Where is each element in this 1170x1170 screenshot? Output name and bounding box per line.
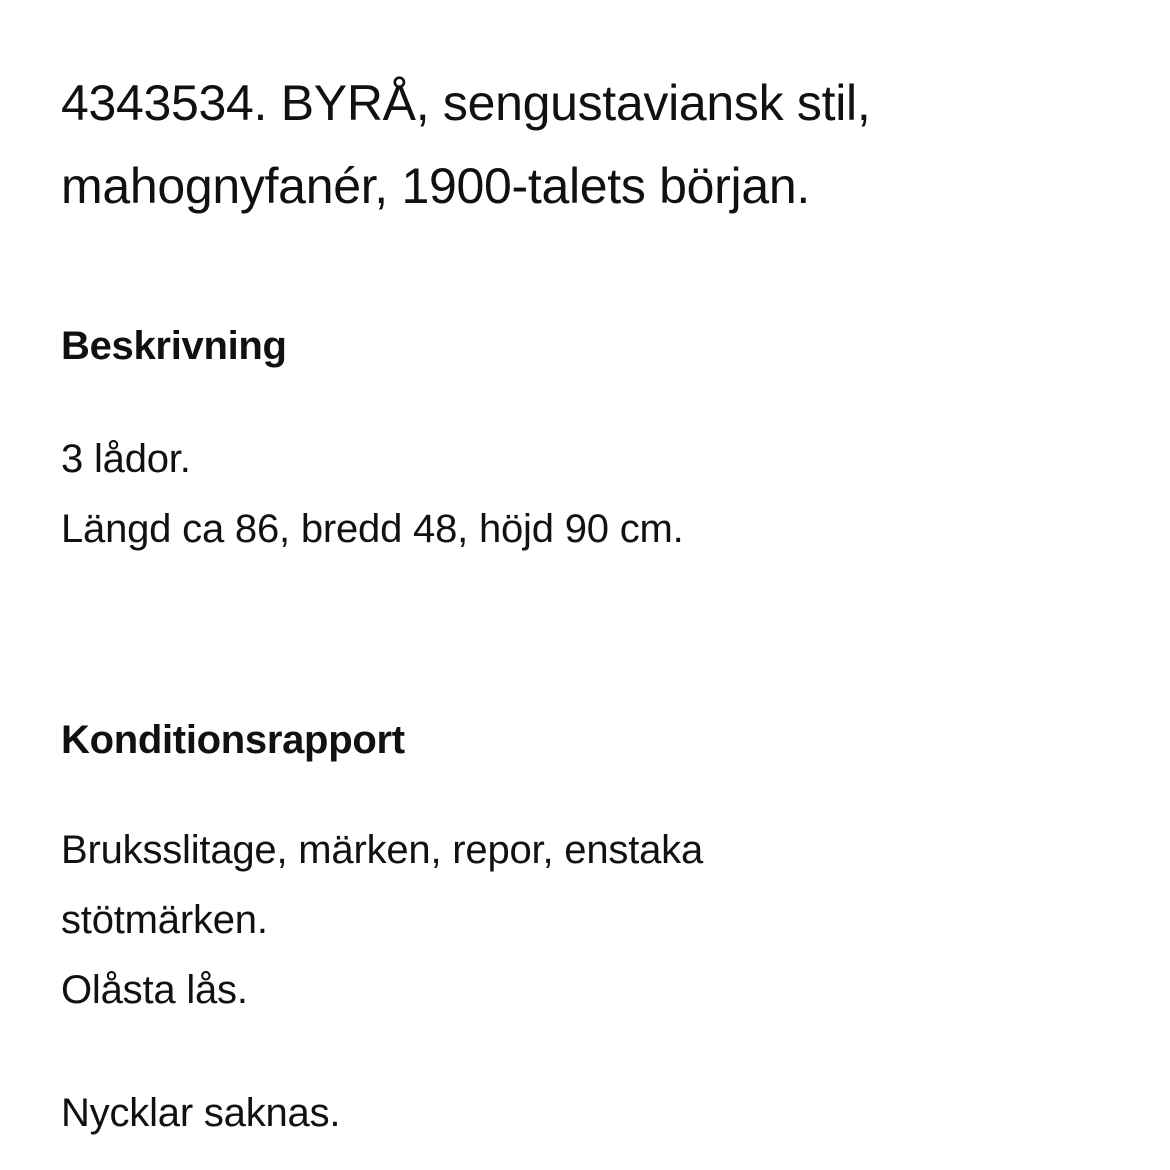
description-line-1: 3 lådor. bbox=[61, 437, 191, 481]
condition-note-line: Nycklar saknas. bbox=[61, 1091, 341, 1135]
condition-heading: Konditionsrapport bbox=[61, 718, 405, 762]
condition-line-3: Olåsta lås. bbox=[61, 968, 248, 1012]
condition-text bbox=[61, 815, 703, 1025]
condition-line-2: stötmärken. bbox=[61, 898, 268, 942]
description-text bbox=[61, 424, 684, 564]
condition-note bbox=[61, 1078, 340, 1148]
condition-line-1: Bruksslitage, märken, repor, enstaka bbox=[61, 828, 703, 872]
lot-title-line-1: 4343534. BYRÅ, sengustaviansk stil, bbox=[61, 75, 871, 131]
description-heading: Beskrivning bbox=[61, 324, 287, 368]
description-line-2: Längd ca 86, bredd 48, höjd 90 cm. bbox=[61, 507, 684, 551]
lot-title bbox=[61, 62, 1121, 228]
lot-title-line-2: mahognyfanér, 1900-talets början. bbox=[61, 158, 810, 214]
